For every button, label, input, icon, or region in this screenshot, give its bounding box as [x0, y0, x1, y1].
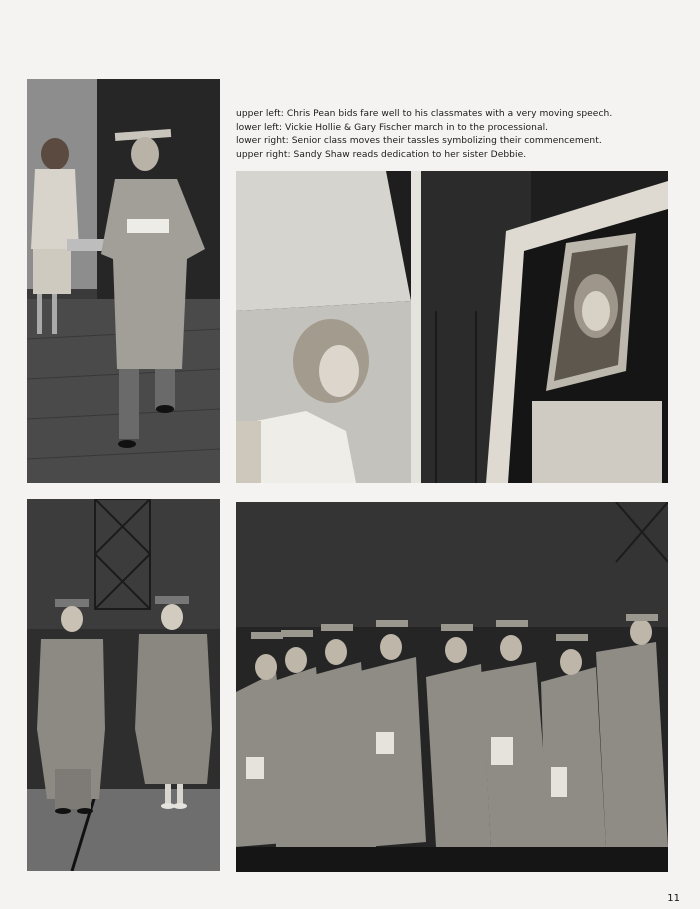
caption-upper-right: upper right: Sandy Shaw reads dedication to her sister Debbie. — [236, 150, 527, 161]
caption-upper-left: upper left: Chris Pean bids fare well to his classmates with a very moving speech. — [236, 109, 613, 119]
photo-captions — [236, 108, 666, 163]
photo-lower-left — [27, 499, 220, 871]
photo-upper-right — [236, 171, 668, 483]
caption-lower-right: lower right: Senior class moves their tassles symbolizing their commencement. — [236, 136, 602, 147]
photo-upper-left — [27, 79, 220, 483]
page-number: 11 — [667, 893, 680, 904]
caption-lower-left: lower left: Vickie Hollie & Gary Fischer march in to the processional. — [236, 122, 549, 133]
photo-lower-right — [236, 502, 668, 872]
